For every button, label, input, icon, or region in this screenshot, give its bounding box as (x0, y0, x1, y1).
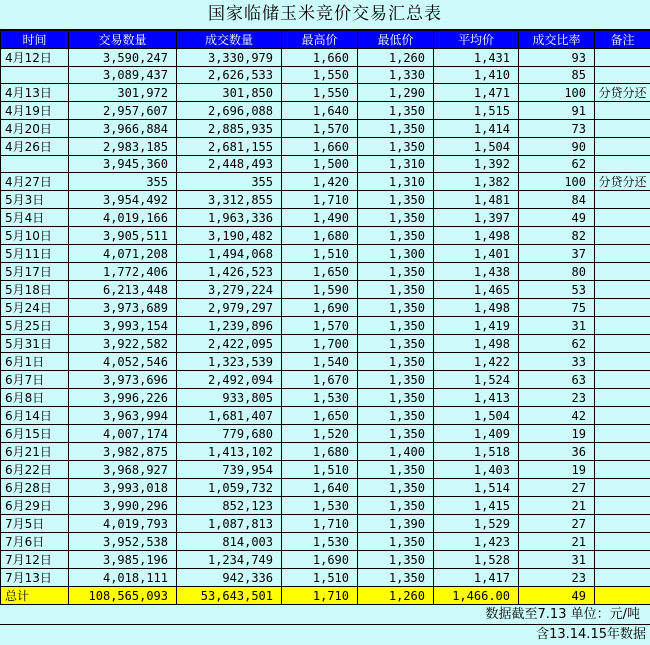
header-note: 备注 (595, 31, 650, 49)
cell-low-price: 1,350 (358, 533, 434, 551)
cell-date: 5月31日 (1, 335, 69, 353)
cell-note (595, 49, 650, 67)
cell-dealt-qty: 2,696,088 (177, 102, 282, 120)
cell-dealt-qty: 1,413,102 (177, 443, 282, 461)
cell-offered-qty: 4,071,208 (69, 245, 177, 263)
table-row (1, 263, 650, 281)
page-title: 国家临储玉米竞价交易汇总表 (0, 0, 650, 30)
cell-date: 6月29日 (1, 497, 69, 515)
cell-high-price: 1,660 (282, 49, 358, 67)
cell-deal-ratio: 23 (519, 569, 595, 587)
cell-low-price: 1,400 (358, 443, 434, 461)
cell-low-price: 1,350 (358, 425, 434, 443)
cell-note (595, 461, 650, 479)
cell-offered-qty: 3,996,226 (69, 389, 177, 407)
cell-high-price: 1,680 (282, 443, 358, 461)
cell-note (595, 533, 650, 551)
cell-dealt-qty: 2,448,493 (177, 156, 282, 173)
cell-low-price: 1,350 (358, 335, 434, 353)
cell-note (595, 335, 650, 353)
table-row (1, 173, 650, 191)
cell-dealt-qty: 2,979,297 (177, 299, 282, 317)
cell-high-price: 1,650 (282, 407, 358, 425)
cell-low-price: 1,350 (358, 281, 434, 299)
cell-note (595, 245, 650, 263)
cell-date: 7月12日 (1, 551, 69, 569)
cell-offered-qty: 3,905,511 (69, 227, 177, 245)
table-row (1, 479, 650, 497)
cell-date (1, 156, 69, 173)
cell-high-price: 1,690 (282, 299, 358, 317)
cell-avg-price: 1,392 (434, 156, 519, 173)
cell-date: 6月28日 (1, 479, 69, 497)
cell-deal-ratio: 27 (519, 515, 595, 533)
cell-high-price: 1,700 (282, 335, 358, 353)
cell-offered-qty: 2,983,185 (69, 138, 177, 156)
cell-date: 5月18日 (1, 281, 69, 299)
cell-dealt-qty: 1,234,749 (177, 551, 282, 569)
cell-note: 分贷分还 (595, 173, 650, 191)
cell-deal-ratio: 93 (519, 49, 595, 67)
cell-deal-ratio: 31 (519, 551, 595, 569)
table-row (1, 335, 650, 353)
cell-dealt-qty: 933,805 (177, 389, 282, 407)
cell-deal-ratio: 84 (519, 191, 595, 209)
cell-avg-price: 1,382 (434, 173, 519, 191)
cell-high-price: 1,530 (282, 497, 358, 515)
cell-avg-price: 1,529 (434, 515, 519, 533)
cell-low-price: 1,350 (358, 299, 434, 317)
cell-avg-price: 1,515 (434, 102, 519, 120)
cell-deal-ratio: 19 (519, 425, 595, 443)
cell-deal-ratio: 85 (519, 67, 595, 84)
cell-dealt-qty: 3,312,855 (177, 191, 282, 209)
cell-dealt-qty: 1,494,068 (177, 245, 282, 263)
cell-offered-qty: 4,019,166 (69, 209, 177, 227)
cell-offered-qty: 301,972 (69, 84, 177, 102)
cell-high-price: 1,510 (282, 569, 358, 587)
header-dealt-qty: 成交数量 (177, 31, 282, 49)
cell-offered-qty: 3,952,538 (69, 533, 177, 551)
cell-date: 4月12日 (1, 49, 69, 67)
cell-date: 5月3日 (1, 191, 69, 209)
cell-deal-ratio: 80 (519, 263, 595, 281)
total-deal-ratio: 49 (519, 587, 595, 605)
cell-avg-price: 1,409 (434, 425, 519, 443)
total-low-price: 1,260 (358, 587, 434, 605)
cell-avg-price: 1,498 (434, 227, 519, 245)
cell-note (595, 299, 650, 317)
cell-dealt-qty: 1,681,407 (177, 407, 282, 425)
cell-offered-qty: 3,993,154 (69, 317, 177, 335)
table-row (1, 84, 650, 102)
cell-high-price: 1,640 (282, 102, 358, 120)
cell-dealt-qty: 2,492,094 (177, 371, 282, 389)
cell-high-price: 1,540 (282, 353, 358, 371)
cell-note (595, 138, 650, 156)
table-row (1, 120, 650, 138)
header-deal-ratio: 成交比率 (519, 31, 595, 49)
header-high-price: 最高价 (282, 31, 358, 49)
cell-date: 7月6日 (1, 533, 69, 551)
cell-avg-price: 1,419 (434, 317, 519, 335)
cell-note (595, 191, 650, 209)
cell-high-price: 1,530 (282, 389, 358, 407)
cell-low-price: 1,350 (358, 263, 434, 281)
cell-note (595, 353, 650, 371)
cell-date: 7月13日 (1, 569, 69, 587)
cell-dealt-qty: 2,681,155 (177, 138, 282, 156)
cell-avg-price: 1,423 (434, 533, 519, 551)
cell-date: 5月24日 (1, 299, 69, 317)
cell-note (595, 569, 650, 587)
cell-dealt-qty: 1,239,896 (177, 317, 282, 335)
cell-date: 6月15日 (1, 425, 69, 443)
table-row (1, 551, 650, 569)
table-row (1, 515, 650, 533)
cell-deal-ratio: 53 (519, 281, 595, 299)
cell-high-price: 1,570 (282, 317, 358, 335)
cell-date: 5月17日 (1, 263, 69, 281)
cell-dealt-qty: 814,003 (177, 533, 282, 551)
cell-avg-price: 1,438 (434, 263, 519, 281)
auction-summary-table (0, 30, 650, 605)
cell-date: 6月22日 (1, 461, 69, 479)
cell-high-price: 1,550 (282, 84, 358, 102)
cell-deal-ratio: 27 (519, 479, 595, 497)
cell-avg-price: 1,410 (434, 67, 519, 84)
cell-high-price: 1,690 (282, 551, 358, 569)
cell-offered-qty: 3,089,437 (69, 67, 177, 84)
cell-avg-price: 1,417 (434, 569, 519, 587)
table-row (1, 569, 650, 587)
cell-low-price: 1,350 (358, 120, 434, 138)
cell-deal-ratio: 31 (519, 317, 595, 335)
cell-note (595, 263, 650, 281)
table-row (1, 209, 650, 227)
cell-deal-ratio: 100 (519, 84, 595, 102)
cell-dealt-qty: 1,087,813 (177, 515, 282, 533)
cell-offered-qty: 3,590,247 (69, 49, 177, 67)
cell-low-price: 1,310 (358, 156, 434, 173)
cell-deal-ratio: 62 (519, 156, 595, 173)
cell-dealt-qty: 2,626,533 (177, 67, 282, 84)
cell-avg-price: 1,397 (434, 209, 519, 227)
cell-offered-qty: 4,007,174 (69, 425, 177, 443)
cell-offered-qty: 3,945,360 (69, 156, 177, 173)
cell-note (595, 443, 650, 461)
cell-dealt-qty: 355 (177, 173, 282, 191)
cell-low-price: 1,350 (358, 191, 434, 209)
cell-date (1, 67, 69, 84)
cell-low-price: 1,310 (358, 173, 434, 191)
cell-avg-price: 1,415 (434, 497, 519, 515)
cell-note (595, 479, 650, 497)
cell-high-price: 1,500 (282, 156, 358, 173)
cell-note (595, 389, 650, 407)
cell-deal-ratio: 49 (519, 209, 595, 227)
cell-avg-price: 1,422 (434, 353, 519, 371)
cell-high-price: 1,510 (282, 245, 358, 263)
table-row (1, 425, 650, 443)
cell-high-price: 1,660 (282, 138, 358, 156)
cell-high-price: 1,570 (282, 120, 358, 138)
cell-high-price: 1,530 (282, 533, 358, 551)
cell-dealt-qty: 1,426,523 (177, 263, 282, 281)
footer-unit-note: 数据截至7.13 单位：元/吨 (0, 605, 650, 625)
cell-low-price: 1,350 (358, 209, 434, 227)
cell-deal-ratio: 36 (519, 443, 595, 461)
cell-note (595, 281, 650, 299)
table-row (1, 461, 650, 479)
cell-offered-qty: 3,973,696 (69, 371, 177, 389)
table-row (1, 317, 650, 335)
cell-deal-ratio: 19 (519, 461, 595, 479)
header-row (1, 31, 650, 49)
cell-deal-ratio: 42 (519, 407, 595, 425)
cell-dealt-qty: 1,059,732 (177, 479, 282, 497)
total-label: 总计 (1, 587, 69, 605)
table-row (1, 371, 650, 389)
total-high-price: 1,710 (282, 587, 358, 605)
table-row (1, 67, 650, 84)
cell-date: 4月26日 (1, 138, 69, 156)
cell-deal-ratio: 90 (519, 138, 595, 156)
total-dealt-qty: 53,643,501 (177, 587, 282, 605)
cell-high-price: 1,590 (282, 281, 358, 299)
cell-dealt-qty: 2,422,095 (177, 335, 282, 353)
cell-deal-ratio: 33 (519, 353, 595, 371)
cell-avg-price: 1,413 (434, 389, 519, 407)
cell-dealt-qty: 942,336 (177, 569, 282, 587)
cell-offered-qty: 4,052,546 (69, 353, 177, 371)
cell-deal-ratio: 21 (519, 497, 595, 515)
cell-offered-qty: 3,922,582 (69, 335, 177, 353)
cell-high-price: 1,650 (282, 263, 358, 281)
cell-dealt-qty: 1,963,336 (177, 209, 282, 227)
cell-avg-price: 1,518 (434, 443, 519, 461)
cell-note (595, 120, 650, 138)
cell-dealt-qty: 3,279,224 (177, 281, 282, 299)
table-row (1, 227, 650, 245)
table-row (1, 191, 650, 209)
cell-deal-ratio: 63 (519, 371, 595, 389)
cell-date: 6月1日 (1, 353, 69, 371)
cell-low-price: 1,260 (358, 49, 434, 67)
cell-avg-price: 1,498 (434, 299, 519, 317)
cell-offered-qty: 355 (69, 173, 177, 191)
cell-offered-qty: 1,772,406 (69, 263, 177, 281)
cell-avg-price: 1,414 (434, 120, 519, 138)
cell-dealt-qty: 2,885,935 (177, 120, 282, 138)
cell-date: 6月14日 (1, 407, 69, 425)
cell-avg-price: 1,524 (434, 371, 519, 389)
cell-low-price: 1,350 (358, 389, 434, 407)
cell-high-price: 1,670 (282, 371, 358, 389)
cell-low-price: 1,350 (358, 353, 434, 371)
table-row (1, 497, 650, 515)
cell-dealt-qty: 301,850 (177, 84, 282, 102)
header-low-price: 最低价 (358, 31, 434, 49)
cell-date: 5月11日 (1, 245, 69, 263)
cell-high-price: 1,550 (282, 67, 358, 84)
cell-avg-price: 1,403 (434, 461, 519, 479)
cell-note (595, 209, 650, 227)
table-row (1, 138, 650, 156)
cell-high-price: 1,710 (282, 515, 358, 533)
cell-low-price: 1,350 (358, 407, 434, 425)
table-row (1, 102, 650, 120)
cell-offered-qty: 3,993,018 (69, 479, 177, 497)
cell-avg-price: 1,471 (434, 84, 519, 102)
cell-note (595, 317, 650, 335)
cell-high-price: 1,490 (282, 209, 358, 227)
cell-date: 5月25日 (1, 317, 69, 335)
header-avg-price: 平均价 (434, 31, 519, 49)
cell-offered-qty: 3,963,994 (69, 407, 177, 425)
cell-low-price: 1,350 (358, 227, 434, 245)
footer-data-scope: 含13.14.15年数据 (0, 625, 650, 645)
cell-offered-qty: 3,968,927 (69, 461, 177, 479)
cell-low-price: 1,330 (358, 67, 434, 84)
cell-date: 4月13日 (1, 84, 69, 102)
table-row (1, 281, 650, 299)
cell-date: 7月5日 (1, 515, 69, 533)
cell-date: 5月10日 (1, 227, 69, 245)
total-avg-price: 1,466.00 (434, 587, 519, 605)
total-offered-qty: 108,565,093 (69, 587, 177, 605)
cell-avg-price: 1,481 (434, 191, 519, 209)
table-row (1, 156, 650, 173)
cell-offered-qty: 3,982,875 (69, 443, 177, 461)
table-row (1, 299, 650, 317)
cell-offered-qty: 3,990,296 (69, 497, 177, 515)
cell-note (595, 102, 650, 120)
header-offered-qty: 交易数量 (69, 31, 177, 49)
cell-avg-price: 1,504 (434, 407, 519, 425)
cell-deal-ratio: 37 (519, 245, 595, 263)
cell-note (595, 67, 650, 84)
cell-avg-price: 1,504 (434, 138, 519, 156)
cell-dealt-qty: 739,954 (177, 461, 282, 479)
cell-offered-qty: 4,018,111 (69, 569, 177, 587)
cell-date: 6月8日 (1, 389, 69, 407)
cell-deal-ratio: 100 (519, 173, 595, 191)
cell-low-price: 1,350 (358, 461, 434, 479)
cell-offered-qty: 6,213,448 (69, 281, 177, 299)
table-row (1, 245, 650, 263)
cell-deal-ratio: 62 (519, 335, 595, 353)
table-row (1, 533, 650, 551)
cell-dealt-qty: 852,123 (177, 497, 282, 515)
cell-offered-qty: 2,957,607 (69, 102, 177, 120)
cell-dealt-qty: 3,330,979 (177, 49, 282, 67)
cell-avg-price: 1,401 (434, 245, 519, 263)
cell-low-price: 1,350 (358, 497, 434, 515)
cell-deal-ratio: 91 (519, 102, 595, 120)
cell-note (595, 497, 650, 515)
cell-deal-ratio: 82 (519, 227, 595, 245)
table-row (1, 49, 650, 67)
cell-low-price: 1,350 (358, 371, 434, 389)
table-body (1, 49, 650, 587)
table-row (1, 407, 650, 425)
total-note (595, 587, 650, 605)
cell-dealt-qty: 779,680 (177, 425, 282, 443)
cell-date: 4月27日 (1, 173, 69, 191)
header-date: 时间 (1, 31, 69, 49)
cell-note (595, 425, 650, 443)
cell-high-price: 1,510 (282, 461, 358, 479)
cell-low-price: 1,350 (358, 551, 434, 569)
cell-note (595, 551, 650, 569)
table-row (1, 353, 650, 371)
cell-offered-qty: 4,019,793 (69, 515, 177, 533)
cell-low-price: 1,350 (358, 479, 434, 497)
cell-note (595, 407, 650, 425)
cell-avg-price: 1,465 (434, 281, 519, 299)
cell-deal-ratio: 23 (519, 389, 595, 407)
total-row (1, 587, 650, 605)
cell-low-price: 1,290 (358, 84, 434, 102)
table-row (1, 443, 650, 461)
cell-note: 分贷分还 (595, 84, 650, 102)
footer (0, 605, 650, 645)
cell-offered-qty: 3,973,689 (69, 299, 177, 317)
cell-low-price: 1,350 (358, 569, 434, 587)
cell-date: 5月4日 (1, 209, 69, 227)
cell-offered-qty: 3,985,196 (69, 551, 177, 569)
cell-high-price: 1,420 (282, 173, 358, 191)
cell-dealt-qty: 3,190,482 (177, 227, 282, 245)
cell-avg-price: 1,431 (434, 49, 519, 67)
cell-avg-price: 1,514 (434, 479, 519, 497)
cell-deal-ratio: 21 (519, 533, 595, 551)
cell-low-price: 1,300 (358, 245, 434, 263)
cell-low-price: 1,350 (358, 317, 434, 335)
cell-high-price: 1,640 (282, 479, 358, 497)
cell-avg-price: 1,498 (434, 335, 519, 353)
cell-high-price: 1,680 (282, 227, 358, 245)
table-row (1, 389, 650, 407)
cell-note (595, 227, 650, 245)
cell-note (595, 371, 650, 389)
cell-deal-ratio: 73 (519, 120, 595, 138)
cell-low-price: 1,350 (358, 138, 434, 156)
cell-deal-ratio: 75 (519, 299, 595, 317)
cell-high-price: 1,710 (282, 191, 358, 209)
cell-avg-price: 1,528 (434, 551, 519, 569)
cell-date: 4月20日 (1, 120, 69, 138)
cell-date: 6月7日 (1, 371, 69, 389)
cell-offered-qty: 3,966,884 (69, 120, 177, 138)
cell-high-price: 1,520 (282, 425, 358, 443)
cell-date: 4月19日 (1, 102, 69, 120)
cell-low-price: 1,350 (358, 102, 434, 120)
cell-note (595, 156, 650, 173)
cell-offered-qty: 3,954,492 (69, 191, 177, 209)
cell-date: 6月21日 (1, 443, 69, 461)
cell-note (595, 515, 650, 533)
cell-dealt-qty: 1,323,539 (177, 353, 282, 371)
cell-low-price: 1,390 (358, 515, 434, 533)
